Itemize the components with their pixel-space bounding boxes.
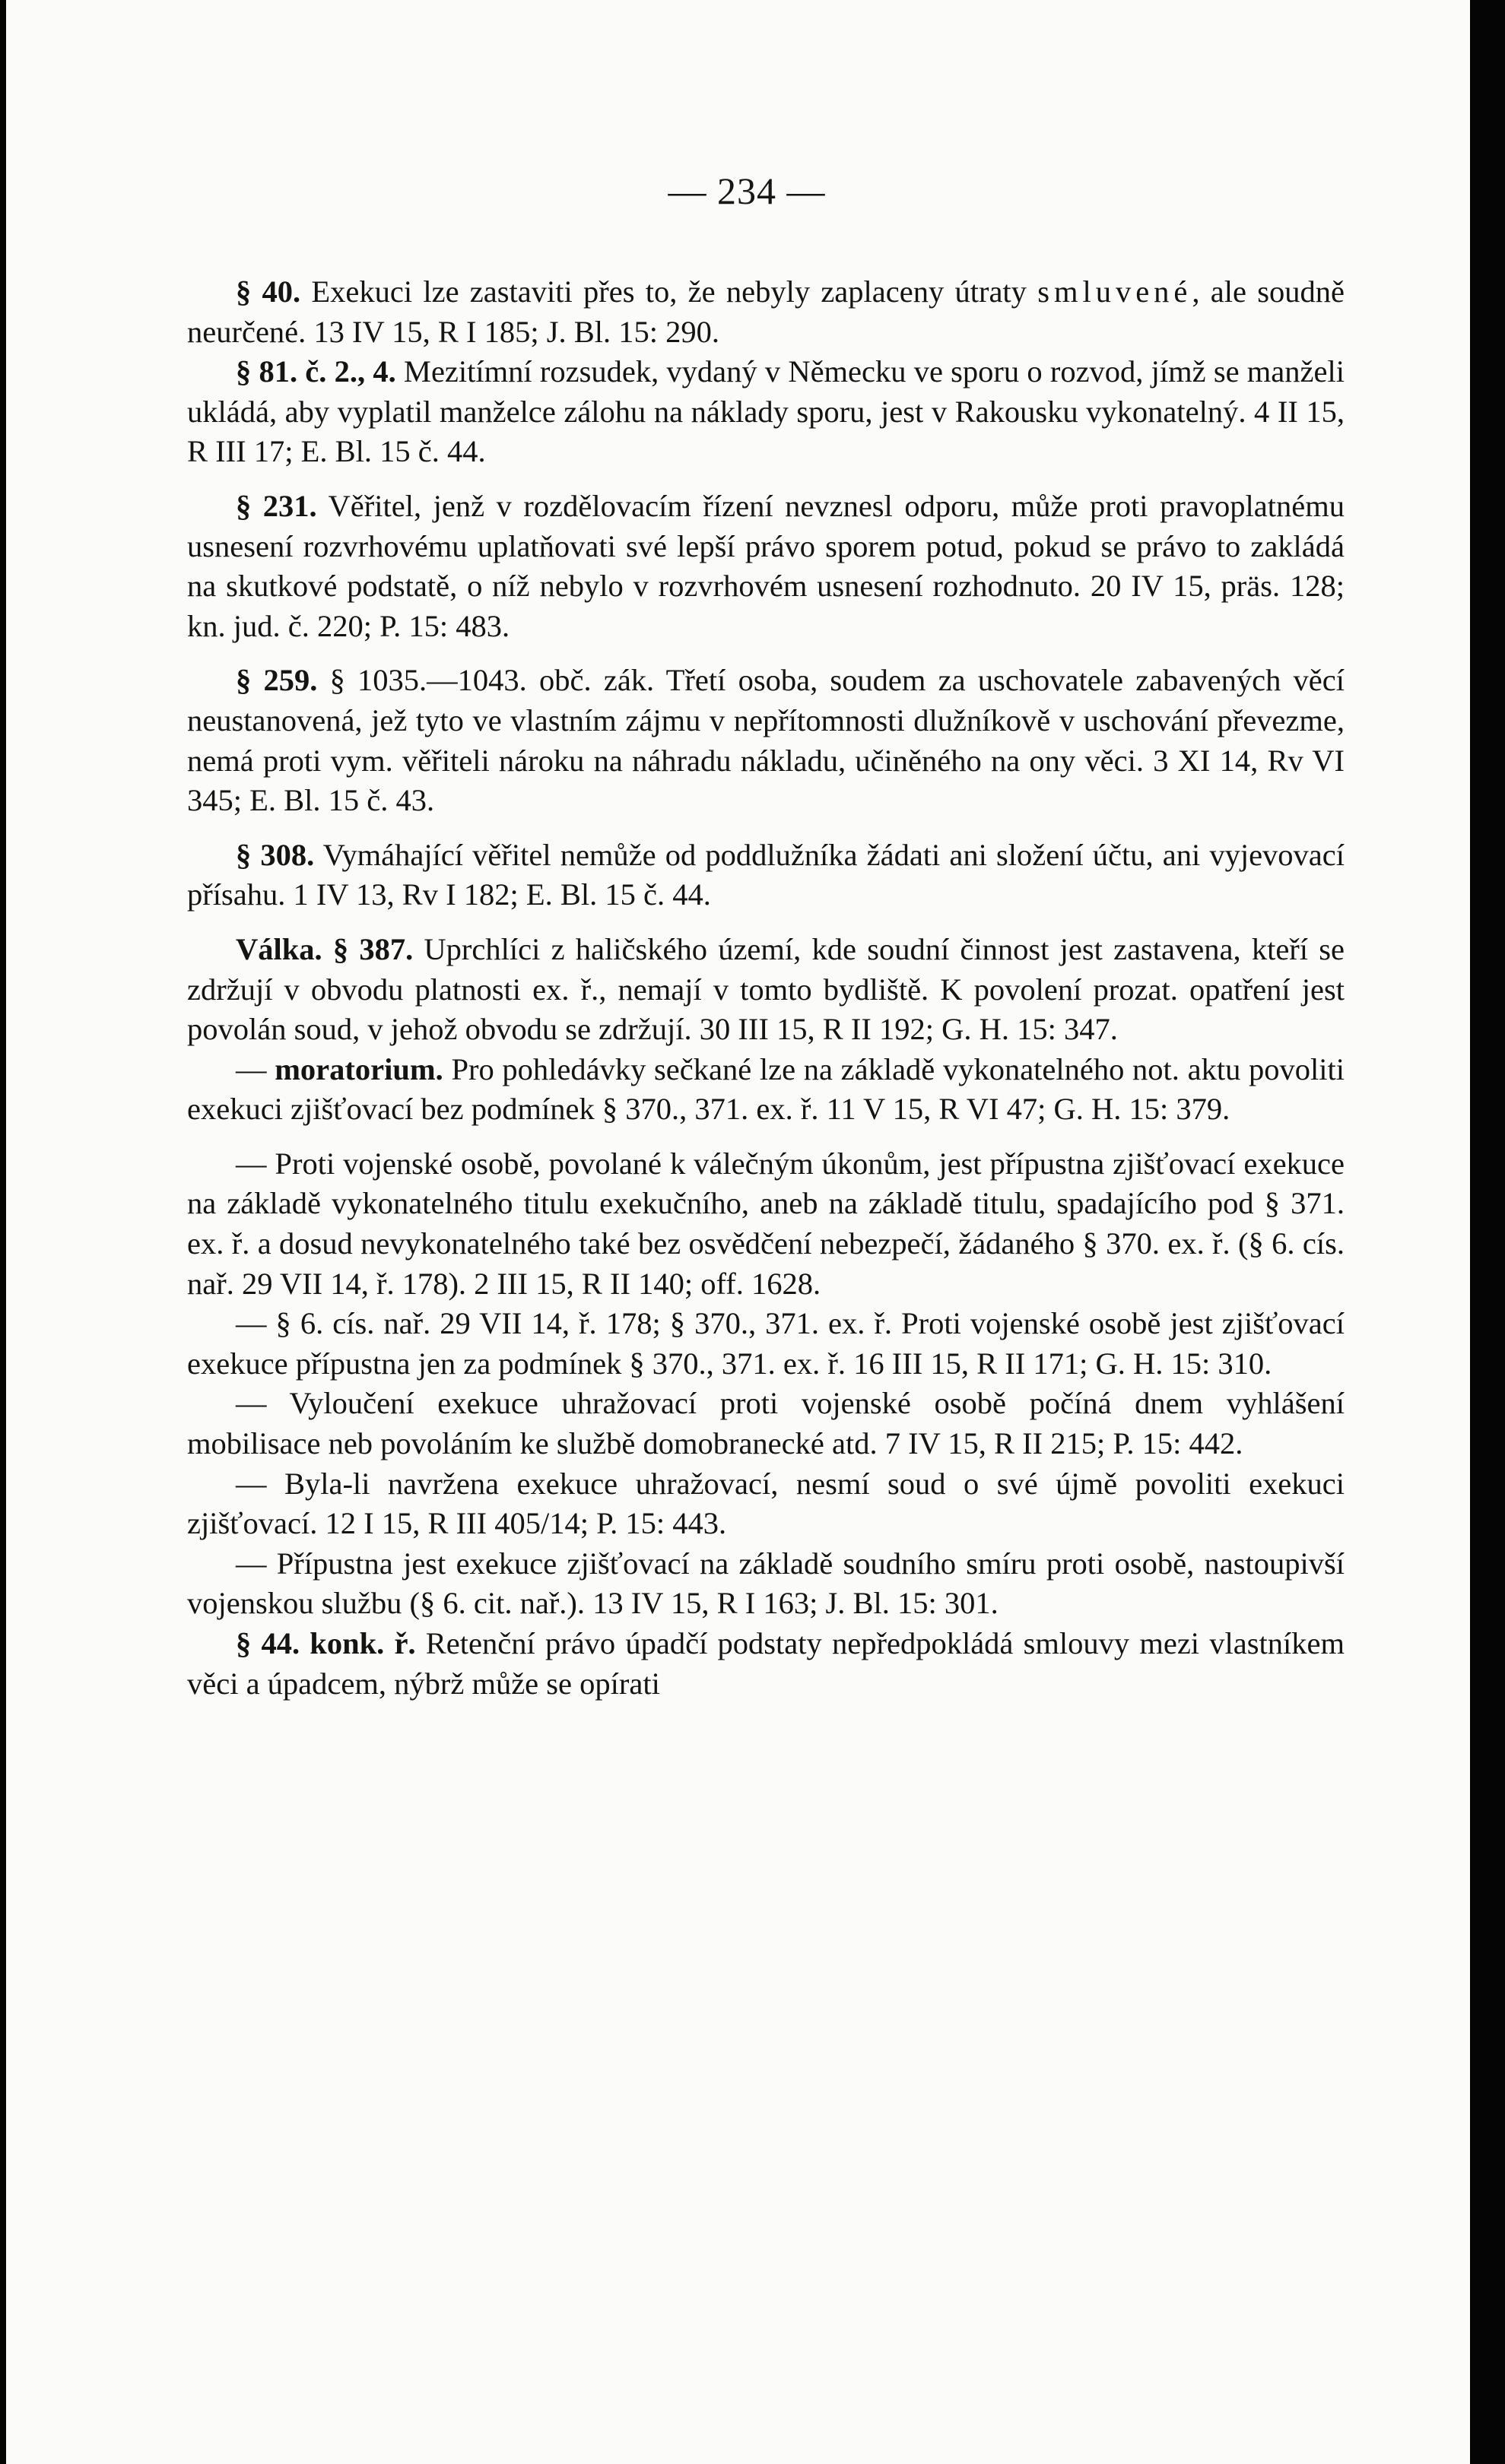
bold-run: Válka. § 387.	[236, 931, 414, 966]
paragraph	[187, 1624, 1345, 1704]
text-run: — Byla-li navržena exekuce uhražovací, nesmí soud o své újmě povoliti exekuci zjišťovací. 12 I 15, R III 405/14; P. 15: 443.	[187, 1466, 1345, 1541]
paragraph	[187, 661, 1345, 820]
paragraph	[187, 1050, 1345, 1130]
paragraph	[187, 1384, 1345, 1463]
text-run: Mezitímní rozsudek, vydaný v Německu ve sporu o rozvod, jímž se manželi ukládá, aby vyplatil manželce zálohu na náklady sporu, jest v Rakousku vykonatelný. 4 II 15, R III 17; E. Bl. 15 č. 44.	[187, 354, 1345, 469]
bold-run: § 308.	[236, 837, 315, 872]
paragraph	[187, 1544, 1345, 1624]
bold-run: § 44. konk. ř.	[236, 1626, 416, 1660]
text-run: — Proti vojenské osobě, povolané k válečným úkonům, jest přípustna zjišťovací exekuce na základě vykonatelného titulu exekučního, aneb na základě titulu, spadajícího pod § 371. ex. ř. a dosud nevykonatelného také bez osvědčení nebezpečí, žádaného § 370. ex. ř. (§ 6. cís. nař. 29 VII 14, ř. 178). 2 III 15, R II 140; off. 1628.	[187, 1146, 1345, 1301]
text-run: Uprchlíci z haličského území, kde soudní činnost jest zastavena, kteří se zdržují v obvodu platnosti ex. ř., nemají v tomto bydliště. K povolení prozat. opatření jest povolán soud, v jehož obvodu se zdržují. 30 III 15, R II 192; G. H. 15: 347.	[187, 931, 1345, 1047]
text-run: Pro pohledávky sečkané lze na základě vykonatelného not. aktu povoliti exekuci zjišťovací bez podmínek § 370., 371. ex. ř. 11 V 15, R VI 47; G. H. 15: 379.	[187, 1051, 1345, 1127]
text-run: — Vyloučení exekuce uhražovací proti vojenské osobě počíná dnem vyhlášení mobilisace neb povoláním ke službě domobranecké atd. 7 IV 15, R II 215; P. 15: 442.	[187, 1386, 1345, 1461]
body-text	[187, 272, 1345, 1704]
paragraph	[187, 272, 1345, 352]
text-run: — Přípustna jest exekuce zjišťovací na základě soudního smíru proti osobě, nastoupivší vojenskou službu (§ 6. cit. nař.). 13 IV 15, R I 163; J. Bl. 15: 301.	[187, 1546, 1345, 1621]
paragraph	[187, 836, 1345, 915]
text-run: Exekuci lze zastaviti přes to, že nebyly zaplaceny útraty	[300, 274, 1038, 309]
paragraph	[187, 930, 1345, 1050]
bold-run: moratorium.	[275, 1051, 443, 1086]
text-run: Věřitel, jenž v rozdělovacím řízení nevznesl odporu, může proti pravoplatnému usnesení rozvrhovému uplatňovati své lepší právo sporem potud, pokud se právo to zakládá na skutkové podstatě, o níž nebylo v rozvrhovém usnesení rozhodnuto. 20 IV 15, präs. 128; kn. jud. č. 220; P. 15: 483.	[187, 488, 1345, 643]
page-number: — 234 —	[668, 170, 826, 212]
text-run: — § 6. cís. nař. 29 VII 14, ř. 178; § 370., 371. ex. ř. Proti vojenské osobě jest zjišťovací exekuce přípustna jen za podmínek § 370., 371. ex. ř. 16 III 15, R II 171; G. H. 15: 310.	[187, 1306, 1345, 1381]
text-run: , ale soudně neurčené. 13 IV 15, R I 185; J. Bl. 15: 290.	[187, 274, 1345, 349]
spaced-run: smluvené	[1037, 274, 1192, 309]
bold-run: § 81. č. 2., 4.	[236, 354, 396, 389]
text-run: Retenční právo úpadčí podstaty nepředpokládá smlouvy mezi vlastníkem věci a úpadcem, nýbrž může se opírati	[187, 1626, 1345, 1701]
paragraph	[187, 352, 1345, 472]
scan-edge	[1470, 0, 1488, 2464]
text-run: Vymáhající věřitel nemůže od poddlužníka žádati ani složení účtu, ani vyjevovací přísahu. 1 IV 13, Rv I 182; E. Bl. 15 č. 44.	[187, 837, 1345, 912]
bold-run: § 231.	[236, 488, 317, 523]
text-run: § 1035.—1043. obč. zák. Třetí osoba, soudem za uschovatele zabavených věcí neustanovená, jež tyto ve vlastním zájmu v nepřítomnosti dlužníkově v uschování převezme, nemá proti vym. věřiteli nároku na náhradu nákladu, učiněného na ony věci. 3 XI 14, Rv VI 345; E. Bl. 15 č. 43.	[187, 663, 1345, 818]
paragraph	[187, 487, 1345, 646]
paragraph	[187, 1304, 1345, 1384]
text-run: —	[236, 1051, 275, 1086]
paragraph	[187, 1464, 1345, 1544]
bold-run: § 259.	[236, 663, 318, 698]
paragraph	[187, 1144, 1345, 1304]
scanned-page	[6, 0, 1488, 2464]
bold-run: § 40.	[236, 274, 301, 309]
